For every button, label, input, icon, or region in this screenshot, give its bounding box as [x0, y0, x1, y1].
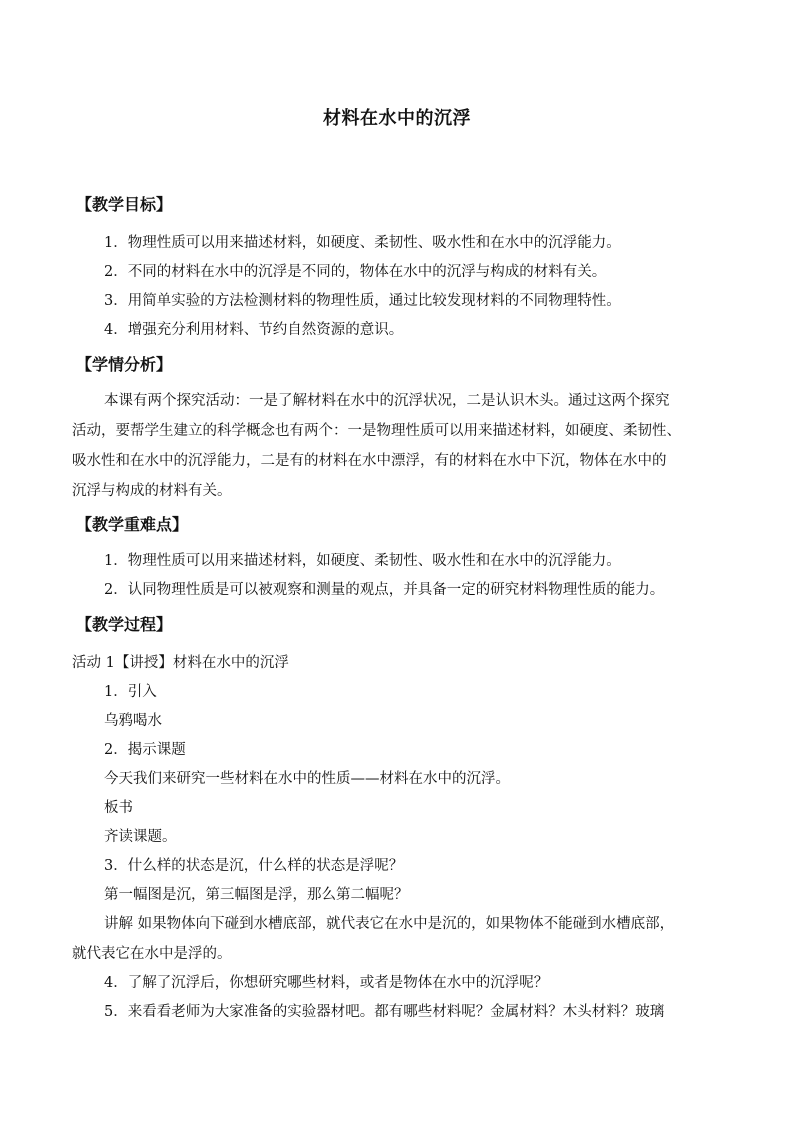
- document-title: 材料在水中的沉浮: [323, 108, 471, 129]
- keypoint-item-2: 2．认同物理性质是可以被观察和测量的观点，并具备一定的研究材料物理性质的能力。: [104, 582, 665, 598]
- activity-title: 活动 1【讲授】材料在水中的沉浮: [72, 655, 289, 671]
- process-line-6: 齐读课题。: [104, 829, 177, 845]
- process-line-10: 就代表它在水中是浮的。: [72, 946, 232, 962]
- goal-item-4: 4．增强充分利用材料、节约自然资源的意识。: [104, 322, 404, 338]
- process-line-12: 5．来看看老师为大家准备的实验器材吧。都有哪些材料呢？金属材料？木头材料？玻璃: [104, 1004, 665, 1020]
- goal-item-2: 2．不同的材料在水中的沉浮是不同的，物体在水中的沉浮与构成的材料有关。: [104, 264, 607, 280]
- process-line-11: 4．了解了沉浮后，你想研究哪些材料，或者是物体在水中的沉浮呢？: [104, 975, 549, 991]
- process-line-3: 2．揭示课题: [104, 742, 186, 758]
- heading-key-points: 【教学重难点】: [76, 515, 189, 534]
- keypoint-item-1: 1．物理性质可以用来描述材料，如硬度、柔韧性、吸水性和在水中的沉浮能力。: [104, 553, 621, 569]
- analysis-line-3: 吸水性和在水中的沉浮能力，二是有的材料在水中漂浮，有的材料在水中下沉，物体在水中的: [72, 453, 667, 469]
- analysis-line-2: 活动，要帮学生建立的科学概念也有两个：一是物理性质可以用来描述材料，如硬度、柔韧性、: [72, 423, 681, 439]
- process-line-7: 3．什么样的状态是沉，什么样的状态是浮呢？: [104, 858, 404, 874]
- goal-item-1: 1．物理性质可以用来描述材料，如硬度、柔韧性、吸水性和在水中的沉浮能力。: [104, 235, 621, 251]
- analysis-line-1: 本课有两个探究活动：一是了解材料在水中的沉浮状况，二是认识木头。通过这两个探究: [104, 393, 670, 409]
- process-line-1: 1．引入: [104, 684, 157, 700]
- process-line-2: 乌鸦喝水: [104, 713, 162, 729]
- process-line-9: 讲解 如果物体向下碰到水槽底部，就代表它在水中是沉的，如果物体不能碰到水槽底部，: [104, 916, 675, 932]
- process-line-4: 今天我们来研究一些材料在水中的性质——材料在水中的沉浮。: [104, 771, 510, 787]
- heading-teaching-process: 【教学过程】: [76, 615, 173, 634]
- process-line-5: 板书: [104, 800, 133, 816]
- process-line-8: 第一幅图是沉，第三幅图是浮，那么第二幅呢？: [104, 887, 409, 903]
- goal-item-3: 3．用简单实验的方法检测材料的物理性质，通过比较发现材料的不同物理特性。: [104, 293, 621, 309]
- heading-learning-analysis: 【学情分析】: [76, 355, 173, 374]
- heading-teaching-goals: 【教学目标】: [76, 195, 173, 214]
- analysis-line-4: 沉浮与构成的材料有关。: [72, 483, 232, 499]
